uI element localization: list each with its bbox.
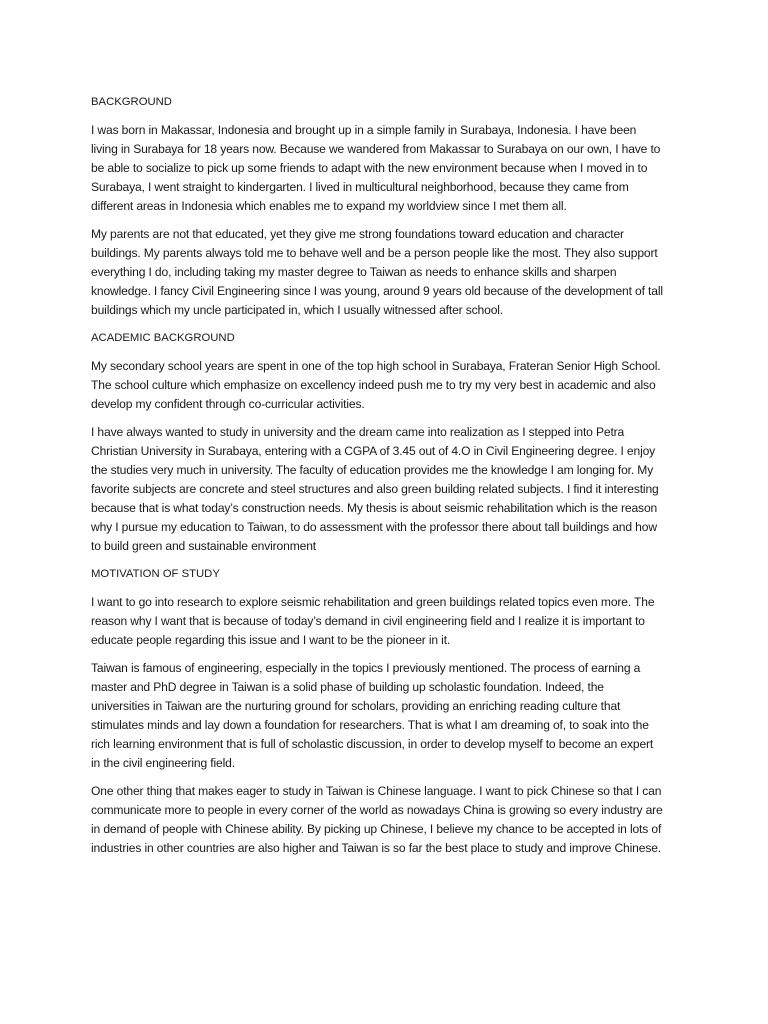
section-heading-academic-background: ACADEMIC BACKGROUND	[91, 332, 235, 344]
paragraph: I want to go into research to explore seismic rehabilitation and green buildings related topics even more. The reason why I want that is because of today’s demand in civil engineering field and I realize it is important to educate people regarding this issue and I want to be the pioneer in it.	[91, 595, 655, 647]
paragraph: My secondary school years are spent in one of the top high school in Surabaya, Frateran Senior High School. The school culture which emphasize on excellency indeed push me to try my very best in academic and also develop my confident through co-curricular activities.	[91, 359, 661, 411]
document-body	[91, 93, 663, 867]
section-heading-motivation-of-study: MOTIVATION OF STUDY	[91, 568, 220, 580]
section-heading-background: BACKGROUND	[91, 96, 172, 108]
paragraph: I have always wanted to study in university and the dream came into realization as I stepped into Petra Christian University in Surabaya, entering with a CGPA of 3.45 out of 4.O in Civil Engineering degree. I enjoy the studies very much in university. The faculty of education provides me the knowledge I am longing for. My favorite subjects are concrete and steel structures and also green building related subjects. I find it interesting because that is what today’s construction needs. My thesis is about seismic rehabilitation which is the reason why I pursue my education to Taiwan, to do assessment with the professor there about tall buildings and how to build green and sustainable environment	[91, 425, 659, 553]
paragraph: My parents are not that educated, yet they give me strong foundations toward education and character buildings. My parents always told me to behave well and be a person people like the most. They also support everything I do, including taking my master degree to Taiwan as needs to enhance skills and sharpen knowledge. I fancy Civil Engineering since I was young, around 9 years old because of the development of tall buildings which my uncle participated in, which I usually witnessed after school.	[91, 227, 663, 317]
paragraph: Taiwan is famous of engineering, especially in the topics I previously mentioned. The process of earning a master and PhD degree in Taiwan is a solid phase of building up scholastic foundation. Indeed, the universities in Taiwan are the nurturing ground for scholars, providing an enriching reading culture that stimulates minds and lay down a foundation for researchers. That is what I am dreaming of, to soak into the rich learning environment that is full of scholastic discussion, in order to develop myself to become an expert in the civil engineering field.	[91, 661, 654, 770]
paragraph: One other thing that makes eager to study in Taiwan is Chinese language. I want to pick Chinese so that I can communicate more to people in every corner of the world as nowadays China is growing so every industry are in demand of people with Chinese ability. By picking up Chinese, I believe my chance to be accepted in lots of industries in other countries are also higher and Taiwan is so far the best place to study and improve Chinese.	[91, 784, 663, 855]
paragraph: I was born in Makassar, Indonesia and brought up in a simple family in Surabaya, Indonesia. I have been living in Surabaya for 18 years now. Because we wandered from Makassar to Surabaya on our own, I have to be able to socialize to pick up some friends to adapt with the new environment because when I moved in to Surabaya, I went straight to kindergarten. I lived in multicultural neighborhood, because they came from different areas in Indonesia which enables me to expand my worldview since I met them all.	[91, 123, 661, 213]
